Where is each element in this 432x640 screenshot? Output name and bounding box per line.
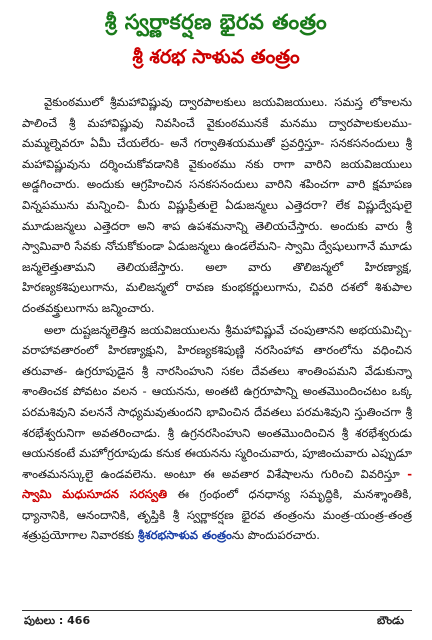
paragraph-2-text-b: ఈ గ్రంథంలో ధనధాన్య సమృద్ధికి, మనశ్శాంతికి, ధ్యానానికి, ఆనందానికి, తృప్తికి శ్రీ స్వర్ణాకర్షణ భైరవ తంత్రంను మంత్ర-యంత్ర-తంత్ర శత్రుప్రయోగాల నివారకకు [22, 487, 412, 543]
page-count: పుటలు : 466 [24, 614, 91, 627]
page-subtitle: శ్రీ శరభ సాళువ తంత్రం [132, 46, 300, 68]
paragraph-2-text-a: అలా దుష్టజన్మలెత్తిన జయవిజయులను శ్రీమహావిష్ణువే చంపుతానని అభయమిచ్చి- వరాహావతారంలో హిరణ్యాక్షుని, హిరణ్యకశిపుణ్ణి నరసింహావ తారంలోను వధించిన తరువాత- ఉగ్రరూపుడైన శ్రీ నారసింహుని సకల దేవతలు శాంతింపమని వేడుకున్నా శాంతించక పోవటం వలన - ఆయనను, అంతటి ఉగ్రరూపాన్ని అంతమొందించటం ఒక్క పరమశివుని వలననే సాధ్యమవుతుందని భావించిన దేవతలు పరమశివుని స్తుతించగా శ్రీ శరభేశ్వరునిగా అవతరించాడు. శ్రీ ఉగ్రనరసింహుని అంతమొందించిన శ్రీ శరభేశ్వరుడు ఆయనకంటే మహోగ్రరూపుడు కనుక ఈయనను స్మరించువారు, పూజించువారు ఎప్పుడూ శాంతమనస్కులై ఉండవలెను. అంటూ ఈ అవతార విశేషాలను గురించి వివరిస్తూ [22, 322, 412, 481]
author-name: - స్వామి మధుసూదన సరస్వతి [22, 466, 412, 502]
footer-divider [22, 610, 412, 611]
page-title: శ్రీ స్వర్ణాకర్షణ భైరవ తంత్రం [104, 10, 328, 34]
paragraph-2 [22, 320, 412, 547]
binding-type: బౌండు [377, 614, 404, 627]
paragraph-1-text: వైకుంఠములో శ్రీమహావిష్ణువు ద్వారపాలకులు జయవిజయులు. సమస్త లోకాలను పాలించే శ్రీ మహావిష్ణువు నివసించే వైకుంఠమునకే మనము ద్వారపాలకులము- మమ్మల్నెవరూ ఏమీ చేయలేరు- అనే గర్వాతిశయముతో ప్రవర్తిస్తూ- సనకసనందులు శ్రీ మహావిష్ణువును దర్శించుకోవడానికి వైకుంఠము నకు రాగా వారిని జయవిజయులు అడ్డగించారు. అందుకు ఆగ్రహించిన సనకసనందులు వారిని శపించగా వారి క్షమాపణ విన్నపమును మన్నించి- మీరు విష్ణుప్రీతులై ఏడుజన్మలు ఎత్తెదరా? లేక విష్ణుద్వేషులై మూడుజన్మలు ఎత్తెదరా అని శాప ఉపశమనాన్ని తెలియచేస్తారు. అందుకు వారు శ్రీ స్వామివారి సేవకు నోచుకోకుండా ఏడుజన్మలు ఉండలేమని- స్వామి ద్వేషులుగానే మూడు జన్మలెత్తుతామని తెలియజేస్తారు. అలా వారు తొలిజన్మలో హిరణ్యాక్ష, హిరణ్యకశిపులుగాను, మలిజన్మలో రావణ కుంభకర్ణులుగాను, చివరి దశలో శిశుపాల దంతవక్త్రులుగాను జన్మించారు. [22, 95, 412, 315]
body-text [22, 92, 412, 597]
paragraph-2-text-c: ను పొందుపరచారు. [231, 528, 320, 543]
book-title-inline: శ్రీశరభసాళువ తంత్రం [137, 528, 232, 543]
paragraph-1 [22, 92, 412, 319]
